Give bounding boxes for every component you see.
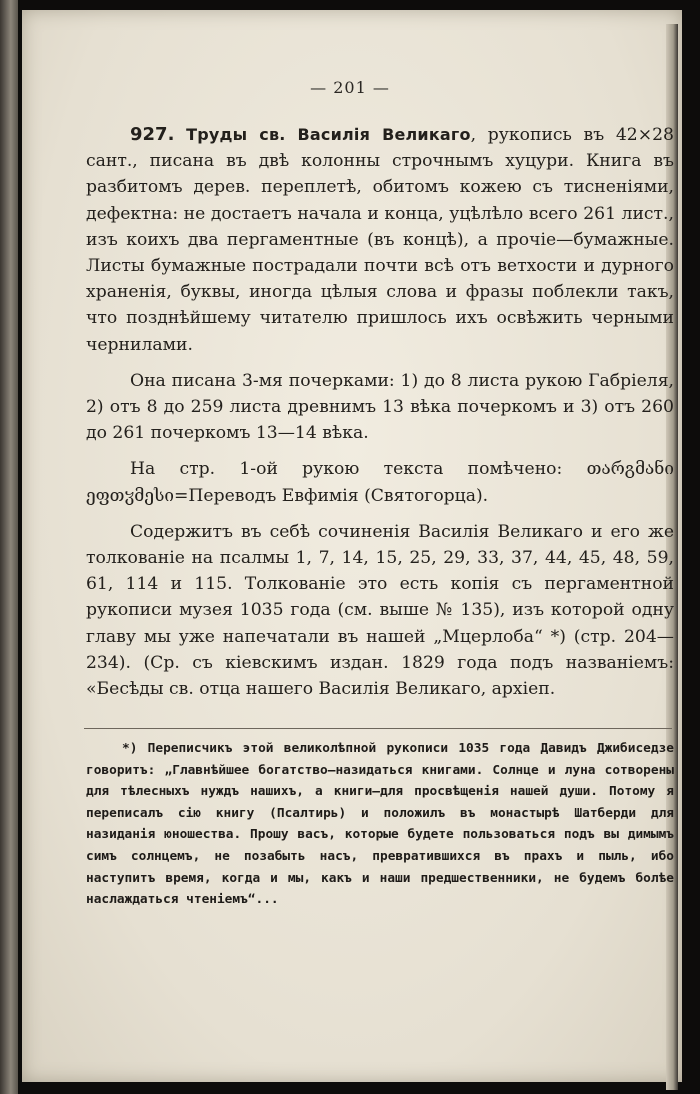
entry-paragraph-2: Она писана 3-мя почерками: 1) до 8 листа рукою Габріеля, 2) отъ 8 до 259 листа древнимъ 13 вѣка почеркомъ и 3) отъ 260 до 261 почеркомъ 13—14 вѣка. bbox=[86, 370, 674, 444]
footnote-divider bbox=[84, 728, 672, 729]
entry-title: Труды св. Василія Великаго bbox=[186, 125, 471, 144]
entry-paragraph-1 bbox=[86, 122, 674, 358]
entry-number: 927. bbox=[130, 124, 175, 145]
entry-paragraph-1-body: сант., писана въ двѣ колонны строчнымъ хуцури. Книга въ разбитомъ дерев. переплетѣ, обитомъ кожею съ тисненіями, дефектна: не достаетъ начала и конца, уцѣлѣло всего 261 лист., изъ коихъ два пергаментные (въ концѣ), а прочіе—бумажные. Листы бумажные пострадали почти всѣ отъ ветхости и дурного храненія, буквы, иногда цѣлыя слова и фразы поблекли такъ, что позднѣйшему читателю пришлось ихъ освѣжить черными чернилами. bbox=[86, 151, 674, 355]
entry-first-line: , рукопись въ 42×28 bbox=[470, 125, 674, 145]
footnote-text: *) Переписчикъ этой великолѣпной рукописи 1035 года Давидъ Джибиседзе говоритъ: „Главнѣйшее богатство—назидаться книгами. Солнце и луна сотворены для тѣлесныхъ нуждъ нашихъ, а книги—для просвѣщенія нашей души. Потому я переписалъ сію книгу (Псалтирь) и положилъ въ монастырѣ Шатберди для назиданія юношества. Прошу васъ, которые будете пользоваться подъ вы димымъ симъ солнцемъ, не позабыть насъ, превратившихся въ прахъ и пыль, ибо наступитъ время, когда и мы, какъ и наши предшественники, не будемъ болѣе наслаждаться чтеніемъ“... bbox=[86, 741, 674, 908]
entry-paragraph-4: Содержитъ въ себѣ сочиненія Василія Великаго и его же толкованіе на псалмы 1, 7, 14, 15, 25, 29, 33, 37, 44, 45, 48, 59, 61, 114 и 115. Толкованіе это есть копія съ пергаментной рукописи музея 1035 года (см. выше № 135), изъ которой одну главу мы уже напечатали въ нашей „Мцерлоба“ *) (стр. 204—234). (Ср. съ кіевскимъ издан. 1829 года подъ названіемъ: «Бесѣды св. отца нашего Василія Великаго, архіеп. bbox=[86, 521, 674, 700]
footnote bbox=[86, 738, 674, 911]
facing-page-edge bbox=[0, 0, 18, 1094]
main-text bbox=[86, 122, 674, 702]
entry-paragraph-3: На стр. 1-ой рукою текста помѣчено: თარგმანი ეფთჳმესი=Переводъ Евфимія (Святогорца). bbox=[86, 459, 674, 506]
page-number: — 201 — bbox=[310, 78, 390, 97]
